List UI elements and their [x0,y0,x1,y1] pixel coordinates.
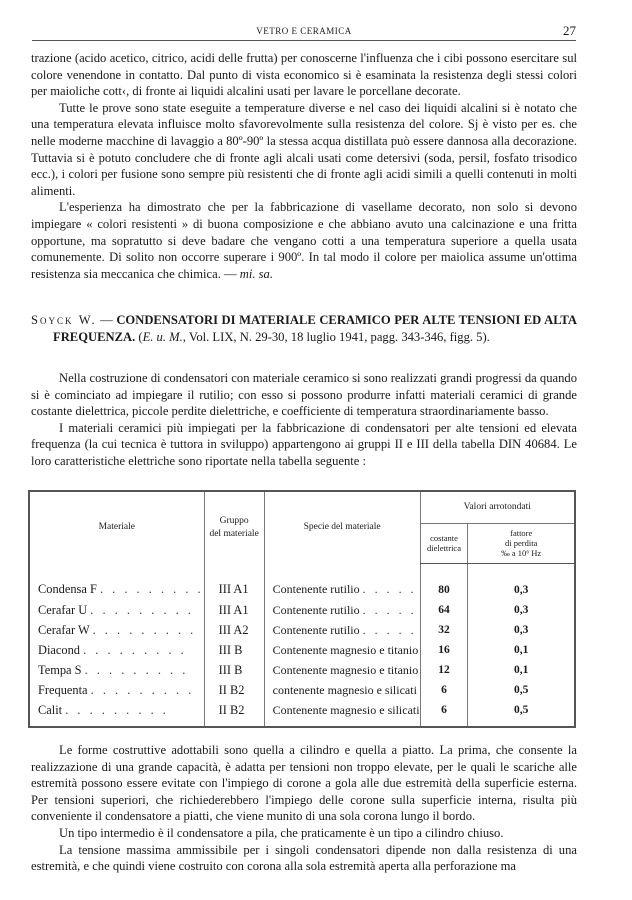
cell-materiale-text: Calit [38,702,63,717]
table-row [29,620,575,640]
running-header [32,24,576,38]
citation-details: , Vol. LIX, N. 29-30, 18 luglio 1941, pagg. 343-346, figg. 5). [182,329,490,344]
leader-dots: . . . . . . . . . [90,682,195,697]
cell-specie [264,563,420,600]
paragraph: trazione (acido acetico, citrico, acidi delle frutta) per conoscerne l'influenza che i cibi possono esercitare sul colore venendone in contatto. Dal punto di vista economico si è esaminata la resistenza degli stessi colori per maioliche cott‹, di fronte ai liquidi alcalini usati per lavare le porcellane decorate. [31,51,577,99]
leader-dots: . . . . . [362,602,417,617]
cell-fattore [468,620,575,640]
leader-dots: . . . . . . . . . [92,622,197,637]
cell-fattore [468,700,575,727]
cell-gruppo-text: III A2 [218,622,249,637]
cell-costante [420,563,468,600]
table-row [29,600,575,620]
header-gruppo-line1: Gruppo [219,515,249,526]
leader-dots: . . . . . . . . . [99,582,204,597]
cell-materiale-text: Cerafar W [38,622,90,637]
cell-fattore [468,640,575,660]
cell-costante [420,700,468,727]
cell-fattore-text: 0,3 [514,623,529,636]
header-gruppo-line2: del materiale [209,528,259,539]
cell-fattore [468,680,575,700]
table-row [29,680,575,700]
cell-specie [264,640,420,660]
cell-materiale-text: Frequenta [38,682,88,697]
cell-specie [264,600,420,620]
table-row [29,660,575,680]
leader-dots: . . . . . . . . . [90,602,194,617]
cell-costante-text: 16 [438,643,450,656]
cell-costante-text: 64 [438,603,450,616]
table-body [29,563,575,727]
article-body-continued [31,742,577,875]
cell-specie-text: Contenente rutilio [272,622,360,637]
running-title: VETRO E CERAMICA [256,26,352,36]
cell-fattore-text: 0,5 [514,703,529,716]
cell-specie [264,700,420,727]
cell-gruppo-text: III A1 [218,602,249,617]
cell-materiale [29,660,204,680]
cell-materiale [29,600,204,620]
cell-gruppo [204,680,264,700]
header-fattore-line2: di perdita [505,538,538,548]
cell-materiale [29,563,204,600]
cell-gruppo [204,700,264,727]
cell-costante [420,600,468,620]
cell-materiale-text: Tempa S [38,662,82,677]
cell-materiale-text: Cerafar U [38,602,88,617]
capacitor-materials-table [28,490,576,728]
header-fattore-line3: ‰ a 10⁶ Hz [501,548,542,558]
paragraph: Nella costruzione di condensatori con materiale ceramico si sono realizzati grandi progressi da quando si è cominciato ad impiegare il rutilio; con esso si possono produrre infatti materiali ceramici di grande costante dielettrica, piccole perdite dielettriche, e coefficiente di temperatura straordinariamente basso. [31,371,577,419]
cell-fattore [468,600,575,620]
cell-specie-text: Contenente magnesio e titanio [272,662,419,677]
header-rule [32,40,576,41]
cell-specie-text: Contenente magnesio e silicati [272,702,420,717]
table-row [29,640,575,660]
cell-specie [264,660,420,680]
cell-fattore-text: 0,3 [514,603,529,616]
paragraph: I materiali ceramici più impiegati per la fabbricazione di condensatori per alte tensioni ed elevata frequenza (la cui tecnica è tuttora in sviluppo) appartengono ai gruppi II e III della tabella DIN 40684. Le loro caratteristiche elettriche sono riportate nella tabella seguente : [31,420,577,468]
cell-specie-text: Contenente magnesio e titanio [272,642,419,657]
cell-specie-text: Contenente rutilio [272,582,360,597]
paragraph: Le forme costruttive adottabili sono quella a cilindro e quella a piatto. La prima, che consente la realizzazione di una grande capacità, è adatta per tensioni non troppo elevate, per le quali le scariche alle estremità possono essere evitate con l'impiego di corone a gola alle due estremità della superficie esterna. Per tensioni superiori, che richiederebbero l'impiego delle corone sulla superficie interna, risulta più conveniente il condensatore a piatti, che viene munito di una sola corona lungo il bordo. [31,743,577,824]
cell-specie-text: Contenente rutilio [272,602,360,617]
leader-dots: . . . . . [362,622,417,637]
cell-fattore-text: 0,1 [514,663,529,676]
cell-costante [420,620,468,640]
cell-gruppo [204,600,264,620]
header-costante-dielettrica [420,523,468,563]
table-row [29,700,575,727]
table-row [29,563,575,600]
header-valori-arrotondati: Valori arrotondati [420,491,575,523]
cell-gruppo [204,563,264,600]
header-specie: Specie del materiale [264,491,420,563]
paragraph-text: L'esperienza ha dimostrato che per la fabbricazione di vasellame decorato, non solo si devono impiegare « colori resistenti » di buona composizione e che abbiano avuto una calcinazione e una fritta opportune, ma sopratutto si deve badare che vengano cotti a una temperatura superiore a quella usata comunemente. Di solito non occorre superare i 900º. In tal modo il colore per maiolica assume un'ottima resistenza sia meccanica che chimica. — [31,200,577,281]
cell-costante-text: 6 [441,683,447,696]
header-costante-line1: costante [430,533,458,543]
author-signature: mi. sa. [239,266,273,281]
cell-gruppo [204,660,264,680]
cell-costante-text: 80 [438,583,450,596]
cell-materiale [29,680,204,700]
cell-gruppo [204,640,264,660]
cell-gruppo-text: III B [218,642,243,657]
cell-specie [264,680,420,700]
paragraph: La tensione massima ammissibile per i singoli condensatori dipende non dalla resistenza di una estremità, e che quindi viene costruito con corona alla sola estremità aperta alla perforazione ma [31,842,577,874]
cell-gruppo [204,620,264,640]
cell-materiale-text: Diacond [38,642,80,657]
author-dash: — [96,313,117,327]
cell-gruppo-text: II B2 [218,702,245,717]
leader-dots: . . . . . . . . . [65,702,169,717]
leader-dots: . . . . . . . . . [83,642,187,657]
paragraph: Tutte le prove sono state eseguite a temperature diverse e nel caso dei liquidi alcalini si è notato che una temperatura elevata influisce molto sfavorevolmente sulla resistenza del colore. Sj è visto per es. che nelle moderne macchine di lavaggio a 80º-90º la stessa acqua distillata può essere dannosa alla decorazione. Tuttavia si è potuto concludere che di fronte agli alcali usati come detersivi (soda, persil, fosfato trisodico ecc.), i colori per fusione sono sempre più resistenti che di fronte agli acidi simili a quelli contenuti in molti alimenti. [31,100,577,198]
cell-fattore-text: 0,5 [514,683,529,696]
cell-materiale [29,640,204,660]
leader-dots: . . . . . [362,582,417,597]
leader-dots: . . . . . . . . . [84,662,189,677]
cell-costante [420,680,468,700]
cell-costante-text: 32 [438,623,450,636]
paragraph [31,199,577,282]
cell-specie-text: contenente magnesio e silicati [272,682,417,697]
cell-costante [420,640,468,660]
header-costante-line2: dielettrica [427,543,461,553]
header-fattore-perdita [468,523,575,563]
paragraph: Un tipo intermedio è il condensatore a pila, che praticamente è un tipo a cilindro chiuso. [59,825,504,840]
section-continued-text [31,50,577,282]
article-author: Soyck W. [31,313,97,327]
cell-materiale [29,700,204,727]
header-gruppo [204,491,264,563]
article-heading [31,312,577,345]
citation-open: ( [135,329,143,344]
cell-costante-text: 6 [441,703,447,716]
cell-gruppo-text: II B2 [218,682,245,697]
cell-gruppo-text: III A1 [218,582,249,597]
header-materiale: Materiale [98,522,136,532]
cell-costante [420,660,468,680]
cell-fattore [468,563,575,600]
cell-materiale [29,620,204,640]
cell-materiale-text: Condensa F [38,582,97,597]
cell-fattore-text: 0,1 [514,643,529,656]
header-fattore-line1: fattore [510,528,533,538]
journal-name: E. u. M. [142,329,183,344]
cell-costante-text: 12 [438,663,450,676]
article-body-intro [31,370,577,470]
page-number: 27 [563,23,576,38]
article-title: CONDENSATORI DI MATERIALE CERAMICO PER ALTE TENSIONI ED ALTA FREQUENZA. [53,313,577,344]
cell-fattore-text: 0,3 [514,583,529,596]
cell-gruppo-text: III B [218,662,243,677]
cell-fattore [468,660,575,680]
cell-specie [264,620,420,640]
